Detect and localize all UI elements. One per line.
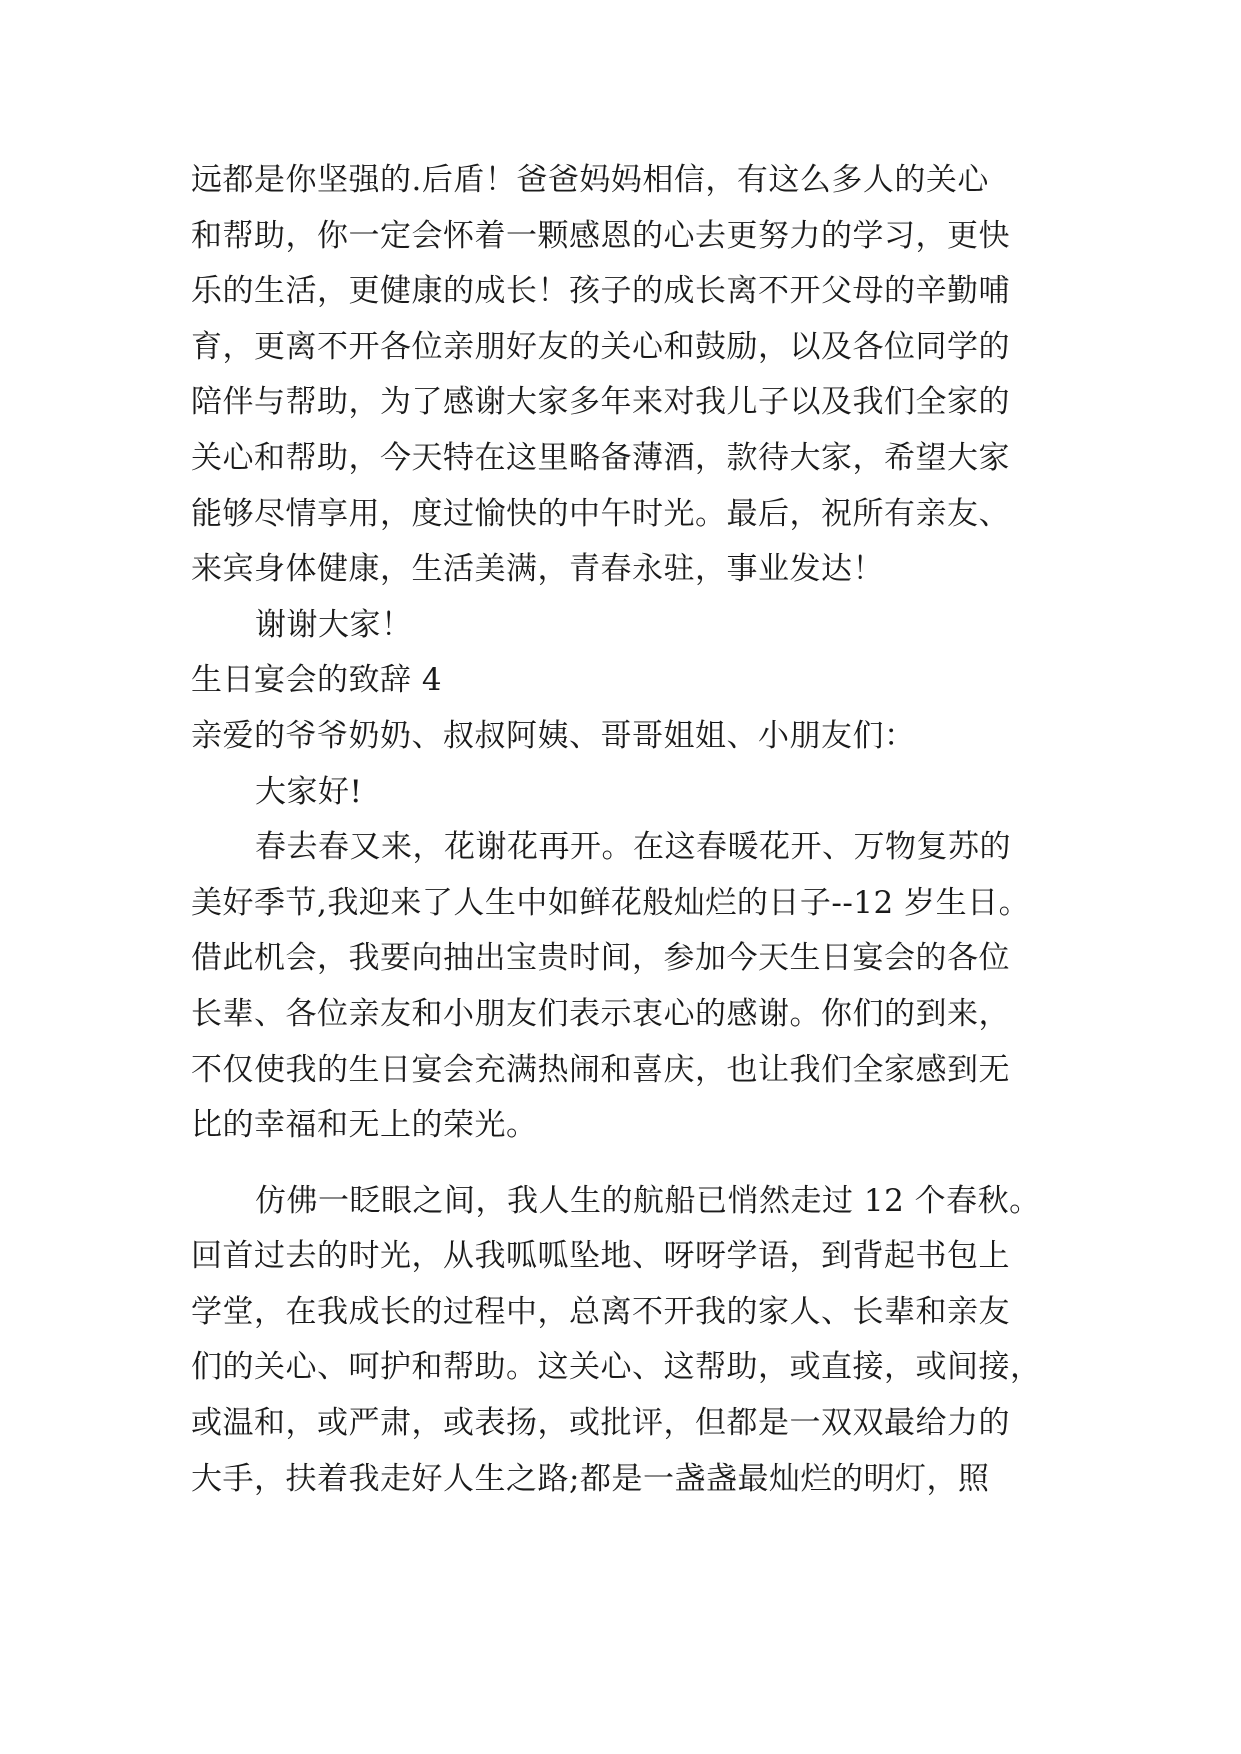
closing-thanks: 谢谢大家！ [255,606,413,643]
document-body [191,153,1061,1507]
text-line: 不仅使我的生日宴会充满热闹和喜庆，也让我们全家感到无 [191,1051,1010,1088]
section-heading: 生日宴会的致辞 4 [191,662,443,699]
text-line: 育，更离不开各位亲朋好友的关心和鼓励，以及各位同学的 [191,328,1010,365]
text-line: 春去春又来，花谢花再开。在这春暖花开、万物复苏的 [255,829,1011,866]
greeting: 大家好! [255,773,363,810]
text-line: 来宾身体健康，生活美满，青春永驻，事业发达！ [191,551,884,588]
text-line: 学堂，在我成长的过程中，总离不开我的家人、长辈和亲友 [191,1293,1010,1330]
text-line: 仿佛一眨眼之间，我人生的航船已悄然走过 12 个春秋。 [255,1182,1041,1219]
text-line: 借此机会，我要向抽出宝贵时间，参加今天生日宴会的各位 [191,940,1010,977]
text-line: 们的关心、呵护和帮助。这关心、这帮助，或直接，或间接， [191,1349,1042,1386]
text-line: 回首过去的时光，从我呱呱坠地、呀呀学语，到背起书包上 [191,1238,1010,1275]
text-line: 远都是你坚强的.后盾！爸爸妈妈相信，有这么多人的关心 [191,162,989,198]
text-line: 比的幸福和无上的荣光。 [191,1107,538,1144]
text-line: 或温和，或严肃，或表扬，或批评，但都是一双双最给力的 [191,1405,1010,1442]
text-line: 陪伴与帮助，为了感谢大家多年来对我儿子以及我们全家的 [191,384,1010,421]
text-line: 能够尽情享用，度过愉快的中午时光。最后，祝所有亲友、 [191,495,1010,532]
text-line: 关心和帮助，今天特在这里略备薄酒，款待大家，希望大家 [191,439,1010,476]
text-line: 和帮助，你一定会怀着一颗感恩的心去更努力的学习，更快 [191,217,1010,254]
text-line: 美好季节,我迎来了人生中如鲜花般灿烂的日子--12 岁生日。 [191,884,1031,921]
text-line: 乐的生活，更健康的成长！孩子的成长离不开父母的辛勤哺 [191,273,1010,310]
text-line: 长辈、各位亲友和小朋友们表示衷心的感谢。你们的到来， [191,995,1010,1032]
text-line: 大手，扶着我走好人生之路;都是一盏盏最灿烂的明灯，照 [191,1460,990,1497]
salutation: 亲爱的爷爷奶奶、叔叔阿姨、哥哥姐姐、小朋友们： [191,717,916,754]
